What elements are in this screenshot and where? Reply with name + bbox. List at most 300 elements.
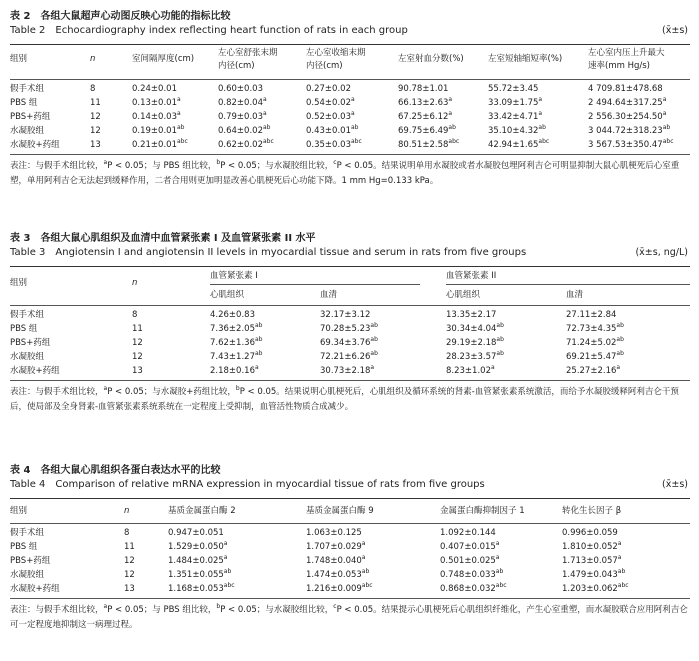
cell-value-text: 1.479±0.043 bbox=[562, 570, 618, 580]
cell-value bbox=[488, 124, 546, 138]
table-3-title-cn: 表 3 各组大鼠心肌组织及血清中血管紧张素 I 及血管紧张素 II 水平 bbox=[10, 233, 316, 244]
cell-n: 12 bbox=[90, 126, 101, 136]
cell-value bbox=[562, 526, 618, 540]
cell-group: PBS+药组 bbox=[10, 338, 51, 348]
cell-n: 13 bbox=[124, 584, 135, 594]
header-fs: 左室短轴缩短率(%) bbox=[488, 54, 563, 64]
cell-value bbox=[210, 322, 262, 336]
cell-value-text: 0.82±0.04 bbox=[218, 98, 263, 108]
cell-value bbox=[306, 582, 373, 596]
table-4-unit: (x̄±s) bbox=[662, 479, 688, 490]
cell-group: 水凝胶+药组 bbox=[10, 366, 60, 376]
cell-value bbox=[132, 96, 181, 110]
cell-sig: ab bbox=[662, 124, 671, 132]
note-text: P < 0.05；与 PBS 组比较， bbox=[107, 605, 217, 615]
table-row bbox=[10, 350, 690, 364]
cell-value-text: 55.72±3.45 bbox=[488, 84, 539, 94]
note-text: P < 0.05。结果说明心肌梗死后，心肌组织及循环系统的肾素-血管紧张素系统激活，而给予水凝胶缓释阿利吉仑干预后，使局部及全身肾素-血管紧张素系统系统在一定程度上受抑制，血管活性物质合成减少。 bbox=[10, 387, 679, 412]
cell-sig: ab bbox=[254, 322, 263, 330]
header-lvesd-1: 左心室收缩末期 bbox=[306, 48, 366, 58]
cell-value-text: 32.17±3.12 bbox=[320, 310, 371, 320]
cell-value-text: 80.51±2.58 bbox=[398, 140, 449, 150]
cell-value bbox=[562, 568, 625, 582]
note-text: P < 0.05；与水凝胶组比较， bbox=[220, 605, 334, 615]
cell-value-text: 90.78±1.01 bbox=[398, 84, 449, 94]
cell-value bbox=[446, 322, 504, 336]
cell-value-text: 69.21±5.47 bbox=[566, 352, 617, 362]
note-text: 表注：与假手术组比较， bbox=[10, 387, 104, 397]
cell-n: 11 bbox=[90, 98, 101, 108]
cell-sig: a bbox=[370, 364, 375, 372]
table-2-header bbox=[10, 45, 690, 79]
cell-value bbox=[446, 308, 496, 322]
cell-value bbox=[168, 540, 227, 554]
cell-value bbox=[132, 138, 188, 152]
cell-value-text: 2 556.30±254.50 bbox=[588, 112, 663, 122]
cell-sig: a bbox=[262, 110, 267, 118]
cell-value bbox=[306, 554, 365, 568]
note-sup: b bbox=[216, 603, 221, 611]
cell-n: 12 bbox=[124, 556, 135, 566]
note-sup: c bbox=[333, 159, 337, 167]
cell-value-text: 70.28±5.23 bbox=[320, 324, 371, 334]
cell-sig: abc bbox=[262, 138, 274, 146]
cell-value bbox=[488, 110, 542, 124]
note-text: P < 0.05；与水凝胶组比较， bbox=[220, 161, 334, 171]
cell-group: PBS 组 bbox=[10, 324, 38, 334]
cell-value bbox=[440, 540, 499, 554]
cell-value-text: 1.351±0.055 bbox=[168, 570, 224, 580]
cell-group: 水凝胶组 bbox=[10, 126, 45, 136]
header-tgfb: 转化生长因子 β bbox=[562, 506, 622, 516]
cell-group: 水凝胶组 bbox=[10, 570, 45, 580]
table-3-title-en-text: Table 3 Angiotensin I and angiotensin II levels in myocardial tissue and serum in rats from five groups bbox=[10, 247, 527, 258]
cell-value-text: 0.43±0.01 bbox=[306, 126, 351, 136]
cell-value-text: 0.54±0.02 bbox=[306, 98, 351, 108]
cell-value bbox=[398, 96, 452, 110]
cell-value bbox=[210, 308, 255, 322]
cell-sig: ab bbox=[616, 336, 624, 344]
cell-sig: ab bbox=[254, 336, 263, 344]
cell-n: 8 bbox=[90, 84, 96, 94]
cell-value bbox=[218, 82, 263, 96]
header-group: 组别 bbox=[10, 506, 28, 516]
cell-sig: a bbox=[495, 540, 500, 548]
cell-value bbox=[210, 364, 259, 378]
cell-sig: ab bbox=[448, 124, 456, 132]
cell-sig: a bbox=[490, 364, 495, 372]
cell-group: PBS 组 bbox=[10, 542, 38, 552]
cell-value bbox=[210, 336, 262, 350]
header-lvedd-2: 内径(cm) bbox=[218, 61, 255, 71]
cell-value bbox=[168, 554, 227, 568]
cell-value bbox=[446, 364, 495, 378]
cell-value bbox=[440, 526, 496, 540]
cell-value bbox=[440, 568, 503, 582]
cell-sig: a bbox=[254, 364, 259, 372]
cell-sig: abc bbox=[495, 582, 507, 590]
cell-value-text: 0.748±0.033 bbox=[440, 570, 496, 580]
table-4-bottom-rule bbox=[10, 598, 690, 599]
header-angiotensin-2: 血管紧张素 II bbox=[446, 271, 497, 281]
cell-value bbox=[132, 124, 184, 138]
cell-value-text: 1.713±0.057 bbox=[562, 556, 618, 566]
note-text: 表注：与假手术组比较， bbox=[10, 161, 104, 171]
table-2-title-en-text: Table 2 Echocardiography index reflecting heart function of rats in each group bbox=[10, 25, 408, 36]
cell-value bbox=[320, 336, 378, 350]
cell-value-text: 1.474±0.053 bbox=[306, 570, 362, 580]
cell-value-text: 30.73±2.18 bbox=[320, 366, 371, 376]
cell-n: 11 bbox=[132, 324, 143, 334]
cell-value bbox=[588, 82, 663, 96]
cell-value-text: 35.10±4.32 bbox=[488, 126, 539, 136]
cell-sig: a bbox=[223, 554, 228, 562]
cell-value-text: 72.73±4.35 bbox=[566, 324, 617, 334]
cell-sig: a bbox=[176, 96, 181, 104]
cell-value-text: 0.24±0.01 bbox=[132, 84, 177, 94]
cell-group: 假手术组 bbox=[10, 310, 45, 320]
table-row bbox=[10, 336, 690, 350]
header-septum: 室间隔厚度(cm) bbox=[132, 54, 195, 64]
table-row bbox=[10, 82, 690, 96]
cell-value-text: 66.13±2.63 bbox=[398, 98, 449, 108]
cell-sig: a bbox=[350, 96, 355, 104]
cell-value bbox=[218, 96, 267, 110]
cell-group: 假手术组 bbox=[10, 84, 45, 94]
header-tissue-1: 心肌组织 bbox=[210, 290, 245, 300]
cell-sig: a bbox=[448, 96, 453, 104]
table-row bbox=[10, 568, 690, 582]
cell-sig: ab bbox=[350, 124, 359, 132]
cell-sig: ab bbox=[617, 568, 626, 576]
table-4-title-en bbox=[10, 478, 690, 492]
table-row bbox=[10, 308, 690, 322]
table-row bbox=[10, 138, 690, 152]
table-3-body bbox=[10, 306, 690, 378]
cell-value-text: 0.996±0.059 bbox=[562, 528, 618, 538]
cell-value-text: 13.35±2.17 bbox=[446, 310, 497, 320]
cell-sig: a bbox=[350, 110, 355, 118]
cell-value bbox=[562, 582, 629, 596]
cell-n: 11 bbox=[124, 542, 135, 552]
cell-value bbox=[398, 124, 456, 138]
header-serum-2: 血清 bbox=[566, 290, 584, 300]
cell-value bbox=[440, 554, 499, 568]
note-sup: a bbox=[103, 385, 108, 393]
cell-sig: abc bbox=[662, 138, 674, 146]
cell-sig: abc bbox=[538, 138, 550, 146]
cell-sig: a bbox=[448, 110, 453, 118]
cell-sig: a bbox=[662, 110, 667, 118]
cell-value bbox=[398, 138, 459, 152]
cell-value bbox=[168, 568, 231, 582]
cell-value-text: 0.19±0.01 bbox=[132, 126, 177, 136]
table-4-footnote bbox=[10, 603, 690, 633]
cell-value bbox=[588, 96, 666, 110]
table-2 bbox=[10, 10, 690, 189]
note-sup: a bbox=[103, 603, 108, 611]
cell-sig: a bbox=[361, 540, 366, 548]
cell-value bbox=[218, 124, 270, 138]
header-group-rule-2 bbox=[446, 284, 690, 285]
cell-value bbox=[566, 364, 620, 378]
cell-group: PBS 组 bbox=[10, 98, 38, 108]
table-row bbox=[10, 554, 690, 568]
cell-sig: a bbox=[223, 540, 228, 548]
cell-group: PBS+药组 bbox=[10, 112, 51, 122]
cell-group: 水凝胶+药组 bbox=[10, 140, 60, 150]
header-dpdt-2: 速率(mm Hg/s) bbox=[588, 61, 650, 71]
header-serum-1: 血清 bbox=[320, 290, 338, 300]
table-3-unit: (x̄±s, ng/L) bbox=[635, 247, 688, 258]
table-3 bbox=[10, 232, 690, 415]
header-n: n bbox=[90, 54, 96, 64]
cell-group: 水凝胶+药组 bbox=[10, 584, 60, 594]
cell-group: 假手术组 bbox=[10, 528, 45, 538]
cell-sig: a bbox=[617, 540, 622, 548]
cell-value bbox=[488, 96, 542, 110]
cell-sig: abc bbox=[176, 138, 188, 146]
cell-value-text: 0.501±0.025 bbox=[440, 556, 496, 566]
cell-value-text: 69.34±3.76 bbox=[320, 338, 371, 348]
cell-value bbox=[440, 582, 507, 596]
table-4-title-en-text: Table 4 Comparison of relative mRNA expression in myocardial tissue of rats from five groups bbox=[10, 479, 485, 490]
cell-value-text: 1.092±0.144 bbox=[440, 528, 496, 538]
cell-value-text: 3 044.72±318.23 bbox=[588, 126, 663, 136]
cell-value-text: 1.216±0.009 bbox=[306, 584, 362, 594]
cell-value bbox=[306, 138, 362, 152]
cell-value bbox=[398, 82, 448, 96]
cell-value-text: 0.60±0.03 bbox=[218, 84, 263, 94]
cell-value bbox=[588, 124, 670, 138]
cell-sig: a bbox=[176, 110, 181, 118]
cell-sig: abc bbox=[617, 582, 629, 590]
cell-sig: ab bbox=[616, 322, 624, 330]
cell-value bbox=[132, 110, 181, 124]
cell-sig: abc bbox=[223, 582, 235, 590]
cell-value bbox=[306, 540, 365, 554]
cell-sig: ab bbox=[370, 336, 378, 344]
cell-value-text: 72.21±6.26 bbox=[320, 352, 371, 362]
cell-sig: ab bbox=[496, 350, 504, 358]
note-sup: a bbox=[103, 159, 108, 167]
cell-n: 12 bbox=[124, 570, 135, 580]
cell-value bbox=[320, 308, 370, 322]
header-dpdt-1: 左心室内压上升最大 bbox=[588, 48, 665, 58]
table-2-body bbox=[10, 80, 690, 152]
cell-sig: ab bbox=[616, 350, 624, 358]
cell-value bbox=[218, 138, 274, 152]
cell-value bbox=[306, 96, 355, 110]
cell-value-text: 69.75±6.49 bbox=[398, 126, 449, 136]
cell-value bbox=[320, 322, 378, 336]
cell-value-text: 27.11±2.84 bbox=[566, 310, 617, 320]
cell-value bbox=[306, 82, 351, 96]
cell-value-text: 4 709.81±478.68 bbox=[588, 84, 663, 94]
cell-sig: ab bbox=[496, 322, 504, 330]
cell-sig: a bbox=[538, 110, 543, 118]
cell-value-text: 0.13±0.01 bbox=[132, 98, 177, 108]
cell-value bbox=[306, 526, 362, 540]
header-n: n bbox=[124, 506, 130, 516]
cell-sig: ab bbox=[361, 568, 370, 576]
cell-sig: ab bbox=[370, 350, 378, 358]
header-tissue-2: 心肌组织 bbox=[446, 290, 481, 300]
cell-n: 12 bbox=[90, 112, 101, 122]
cell-value-text: 1.203±0.062 bbox=[562, 584, 618, 594]
table-row bbox=[10, 124, 690, 138]
cell-n: 12 bbox=[132, 352, 143, 362]
cell-value-text: 7.62±1.36 bbox=[210, 338, 255, 348]
cell-value-text: 0.62±0.02 bbox=[218, 140, 263, 150]
note-sup: c bbox=[333, 603, 337, 611]
table-4-body bbox=[10, 524, 690, 596]
cell-value bbox=[320, 364, 374, 378]
cell-sig: a bbox=[495, 554, 500, 562]
cell-sig: ab bbox=[370, 322, 378, 330]
cell-value-text: 1.810±0.052 bbox=[562, 542, 618, 552]
cell-sig: ab bbox=[176, 124, 185, 132]
cell-sig: ab bbox=[254, 350, 263, 358]
cell-value-text: 0.35±0.03 bbox=[306, 140, 351, 150]
cell-sig: ab bbox=[223, 568, 232, 576]
table-3-header bbox=[10, 267, 690, 305]
cell-value bbox=[488, 82, 538, 96]
note-text: P < 0.05；与 PBS 组比较， bbox=[107, 161, 217, 171]
cell-value-text: 42.94±1.65 bbox=[488, 140, 539, 150]
cell-sig: abc bbox=[448, 138, 460, 146]
table-2-footnote bbox=[10, 159, 690, 189]
header-group: 组别 bbox=[10, 54, 28, 64]
cell-value bbox=[446, 350, 504, 364]
header-lvedd-1: 左心室舒张末期 bbox=[218, 48, 278, 58]
cell-value-text: 1.707±0.029 bbox=[306, 542, 362, 552]
cell-value-text: 3 567.53±350.47 bbox=[588, 140, 663, 150]
cell-value-text: 33.42±4.71 bbox=[488, 112, 539, 122]
cell-value-text: 0.27±0.02 bbox=[306, 84, 351, 94]
cell-value bbox=[320, 350, 378, 364]
note-sup: b bbox=[235, 385, 240, 393]
cell-value-text: 1.063±0.125 bbox=[306, 528, 362, 538]
cell-value-text: 2 494.64±317.25 bbox=[588, 98, 663, 108]
cell-value-text: 1.748±0.040 bbox=[306, 556, 362, 566]
cell-sig: ab bbox=[262, 124, 271, 132]
cell-value-text: 1.484±0.025 bbox=[168, 556, 224, 566]
cell-value bbox=[306, 110, 355, 124]
cell-sig: abc bbox=[361, 582, 373, 590]
note-text: P < 0.05。结果说明单用水凝胶或者水凝胶包埋阿利吉仑可明显抑制大鼠心肌梗死后心室重塑，单用阿利吉仑无法起到缓释作用，二者合用则更加明显改善心肌梗死后心功能下降。1 mm Hg=0.133 kPa。 bbox=[10, 161, 680, 186]
cell-sig: a bbox=[361, 554, 366, 562]
note-text: P < 0.05；与水凝胶+药组比较， bbox=[107, 387, 236, 397]
cell-value bbox=[588, 138, 674, 152]
cell-value-text: 0.14±0.03 bbox=[132, 112, 177, 122]
cell-value-text: 28.23±3.57 bbox=[446, 352, 497, 362]
cell-n: 13 bbox=[132, 366, 143, 376]
cell-value bbox=[132, 82, 177, 96]
table-row bbox=[10, 364, 690, 378]
cell-value-text: 0.947±0.051 bbox=[168, 528, 224, 538]
cell-value-text: 1.529±0.050 bbox=[168, 542, 224, 552]
cell-value bbox=[488, 138, 549, 152]
cell-value bbox=[168, 582, 235, 596]
table-2-title-cn: 表 2 各组大鼠超声心动图反映心功能的指标比较 bbox=[10, 11, 231, 22]
note-text: 表注：与假手术组比较， bbox=[10, 605, 104, 615]
table-4-header bbox=[10, 499, 690, 523]
note-sup: b bbox=[216, 159, 221, 167]
cell-value bbox=[562, 540, 621, 554]
cell-value bbox=[398, 110, 452, 124]
header-timp1: 金属蛋白酶抑制因子 1 bbox=[440, 506, 525, 516]
cell-value bbox=[566, 336, 624, 350]
header-angiotensin-1: 血管紧张素 I bbox=[210, 271, 258, 281]
table-row bbox=[10, 582, 690, 596]
cell-value-text: 71.24±5.02 bbox=[566, 338, 617, 348]
table-3-bottom-rule bbox=[10, 380, 690, 381]
header-group-rule-1 bbox=[210, 284, 420, 285]
header-mmp9: 基质金属蛋白酶 9 bbox=[306, 506, 374, 516]
cell-value-text: 30.34±4.04 bbox=[446, 324, 497, 334]
header-mmp2: 基质金属蛋白酶 2 bbox=[168, 506, 236, 516]
table-3-footnote bbox=[10, 385, 690, 415]
cell-value bbox=[306, 124, 358, 138]
cell-group: PBS+药组 bbox=[10, 556, 51, 566]
table-3-title-en bbox=[10, 246, 690, 260]
cell-sig: a bbox=[662, 96, 667, 104]
cell-value-text: 8.23±1.02 bbox=[446, 366, 491, 376]
cell-n: 13 bbox=[90, 140, 101, 150]
cell-value bbox=[218, 110, 267, 124]
header-n: n bbox=[132, 278, 138, 288]
table-2-bottom-rule bbox=[10, 154, 690, 155]
table-row bbox=[10, 110, 690, 124]
cell-value-text: 7.36±2.05 bbox=[210, 324, 255, 334]
table-row bbox=[10, 526, 690, 540]
cell-n: 12 bbox=[132, 338, 143, 348]
cell-sig: a bbox=[262, 96, 267, 104]
cell-value-text: 0.52±0.03 bbox=[306, 112, 351, 122]
cell-sig: a bbox=[538, 96, 543, 104]
table-row bbox=[10, 322, 690, 336]
cell-value-text: 29.19±2.18 bbox=[446, 338, 497, 348]
note-text: P < 0.05。结果提示心肌梗死后心肌组织纤维化，产生心室重塑，而水凝胶联合应用阿利吉仑可一定程度地抑制这一病理过程。 bbox=[10, 605, 688, 630]
cell-value bbox=[588, 110, 666, 124]
table-row bbox=[10, 540, 690, 554]
cell-value-text: 4.26±0.83 bbox=[210, 310, 255, 320]
cell-value bbox=[168, 526, 224, 540]
cell-sig: abc bbox=[350, 138, 362, 146]
cell-n: 8 bbox=[124, 528, 130, 538]
table-2-title-en bbox=[10, 24, 690, 38]
cell-value-text: 0.21±0.01 bbox=[132, 140, 177, 150]
table-4-title-cn: 表 4 各组大鼠心肌组织各蛋白表达水平的比较 bbox=[10, 465, 221, 476]
table-4 bbox=[10, 464, 690, 633]
cell-value-text: 1.168±0.053 bbox=[168, 584, 224, 594]
cell-value-text: 67.25±6.12 bbox=[398, 112, 449, 122]
cell-value-text: 7.43±1.27 bbox=[210, 352, 255, 362]
cell-value bbox=[306, 568, 369, 582]
cell-value-text: 0.64±0.02 bbox=[218, 126, 263, 136]
header-group: 组别 bbox=[10, 278, 28, 288]
cell-value bbox=[446, 336, 504, 350]
cell-value-text: 25.27±2.16 bbox=[566, 366, 617, 376]
cell-value bbox=[566, 322, 624, 336]
cell-value-text: 33.09±1.75 bbox=[488, 98, 539, 108]
cell-value bbox=[562, 554, 621, 568]
cell-sig: ab bbox=[496, 336, 504, 344]
cell-n: 8 bbox=[132, 310, 138, 320]
header-lvef: 左室射血分数(%) bbox=[398, 54, 464, 64]
cell-group: 水凝胶组 bbox=[10, 352, 45, 362]
